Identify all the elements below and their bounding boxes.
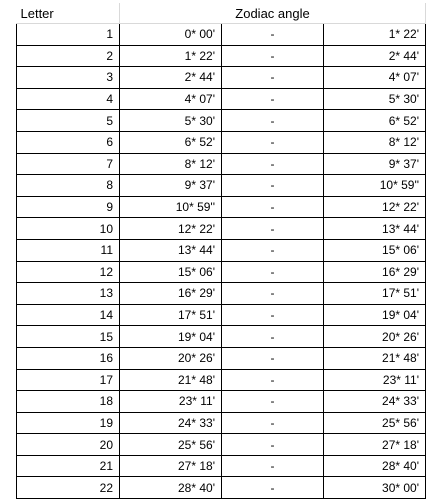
angle-to-cell[interactable]: 2* 44' — [324, 45, 426, 67]
angle-to-cell[interactable]: 19* 04' — [324, 304, 426, 326]
angle-to-cell[interactable]: 20* 26' — [324, 326, 426, 348]
table-row — [17, 261, 426, 283]
table-row — [17, 369, 426, 391]
angle-to-cell[interactable]: 30* 00' — [324, 477, 426, 499]
letter-cell[interactable]: 8 — [17, 175, 120, 197]
table-row — [17, 67, 426, 89]
header-letter[interactable]: Letter — [17, 3, 120, 24]
angle-to-cell[interactable]: 16* 29' — [324, 261, 426, 283]
angle-to-cell[interactable]: 10* 59'' — [324, 175, 426, 197]
angle-from-cell[interactable]: 6* 52' — [120, 131, 222, 153]
header-row — [17, 3, 426, 24]
angle-to-cell[interactable]: 8* 12' — [324, 131, 426, 153]
angle-to-cell[interactable]: 23* 11' — [324, 369, 426, 391]
range-dash-cell[interactable]: - — [222, 131, 324, 153]
table-row — [17, 239, 426, 261]
letter-cell[interactable]: 16 — [17, 347, 120, 369]
letter-cell[interactable]: 11 — [17, 239, 120, 261]
angle-from-cell[interactable]: 4* 07' — [120, 88, 222, 110]
range-dash-cell[interactable]: - — [222, 24, 324, 46]
table-row — [17, 110, 426, 132]
letter-cell[interactable]: 15 — [17, 326, 120, 348]
angle-from-cell[interactable]: 24* 33' — [120, 412, 222, 434]
table-body — [17, 24, 426, 499]
range-dash-cell[interactable]: - — [222, 110, 324, 132]
angle-from-cell[interactable]: 5* 30' — [120, 110, 222, 132]
angle-from-cell[interactable]: 23* 11' — [120, 391, 222, 413]
range-dash-cell[interactable]: - — [222, 477, 324, 499]
range-dash-cell[interactable]: - — [222, 304, 324, 326]
range-dash-cell[interactable]: - — [222, 391, 324, 413]
table-row — [17, 326, 426, 348]
table-row — [17, 153, 426, 175]
letter-cell[interactable]: 17 — [17, 369, 120, 391]
table-row — [17, 283, 426, 305]
table-row — [17, 391, 426, 413]
angle-from-cell[interactable]: 16* 29' — [120, 283, 222, 305]
table-row — [17, 455, 426, 477]
range-dash-cell[interactable]: - — [222, 455, 324, 477]
angle-to-cell[interactable]: 13* 44' — [324, 218, 426, 240]
angle-to-cell[interactable]: 27* 18' — [324, 434, 426, 456]
range-dash-cell[interactable]: - — [222, 347, 324, 369]
table-row — [17, 45, 426, 67]
range-dash-cell[interactable]: - — [222, 261, 324, 283]
table-row — [17, 88, 426, 110]
angle-from-cell[interactable]: 15* 06' — [120, 261, 222, 283]
letter-cell[interactable]: 18 — [17, 391, 120, 413]
range-dash-cell[interactable]: - — [222, 175, 324, 197]
table-row — [17, 196, 426, 218]
angle-from-cell[interactable]: 1* 22' — [120, 45, 222, 67]
letter-cell[interactable]: 22 — [17, 477, 120, 499]
header-zodiac-angle[interactable]: Zodiac angle — [120, 3, 426, 24]
table-row — [17, 434, 426, 456]
letter-cell[interactable]: 12 — [17, 261, 120, 283]
letter-cell[interactable]: 7 — [17, 153, 120, 175]
range-dash-cell[interactable]: - — [222, 369, 324, 391]
angle-to-cell[interactable]: 4* 07' — [324, 67, 426, 89]
letter-cell[interactable]: 14 — [17, 304, 120, 326]
angle-from-cell[interactable]: 10* 59'' — [120, 196, 222, 218]
letter-cell[interactable]: 3 — [17, 67, 120, 89]
angle-from-cell[interactable]: 21* 48' — [120, 369, 222, 391]
letter-cell[interactable]: 19 — [17, 412, 120, 434]
table-row — [17, 477, 426, 499]
angle-from-cell[interactable]: 13* 44' — [120, 239, 222, 261]
angle-from-cell[interactable]: 25* 56' — [120, 434, 222, 456]
angle-to-cell[interactable]: 1* 22' — [324, 24, 426, 46]
table-row — [17, 218, 426, 240]
angle-from-cell[interactable]: 8* 12' — [120, 153, 222, 175]
range-dash-cell[interactable]: - — [222, 45, 324, 67]
angle-to-cell[interactable]: 17* 51' — [324, 283, 426, 305]
angle-to-cell[interactable]: 5* 30' — [324, 88, 426, 110]
range-dash-cell[interactable]: - — [222, 283, 324, 305]
angle-from-cell[interactable]: 20* 26' — [120, 347, 222, 369]
range-dash-cell[interactable]: - — [222, 218, 324, 240]
table-row — [17, 24, 426, 46]
angle-from-cell[interactable]: 9* 37' — [120, 175, 222, 197]
angle-from-cell[interactable]: 2* 44' — [120, 67, 222, 89]
table-row — [17, 175, 426, 197]
table-row — [17, 347, 426, 369]
angle-to-cell[interactable]: 15* 06' — [324, 239, 426, 261]
letter-cell[interactable]: 4 — [17, 88, 120, 110]
letter-cell[interactable]: 5 — [17, 110, 120, 132]
letter-cell[interactable]: 1 — [17, 24, 120, 46]
range-dash-cell[interactable]: - — [222, 196, 324, 218]
angle-from-cell[interactable]: 19* 04' — [120, 326, 222, 348]
table-row — [17, 304, 426, 326]
angle-from-cell[interactable]: 27* 18' — [120, 455, 222, 477]
angle-from-cell[interactable]: 12* 22' — [120, 218, 222, 240]
angle-to-cell[interactable]: 25* 56' — [324, 412, 426, 434]
angle-to-cell[interactable]: 28* 40' — [324, 455, 426, 477]
table-row — [17, 412, 426, 434]
range-dash-cell[interactable]: - — [222, 88, 324, 110]
angle-from-cell[interactable]: 28* 40' — [120, 477, 222, 499]
letter-cell[interactable]: 20 — [17, 434, 120, 456]
range-dash-cell[interactable]: - — [222, 434, 324, 456]
letter-cell[interactable]: 13 — [17, 283, 120, 305]
angle-to-cell[interactable]: 24* 33' — [324, 391, 426, 413]
angle-to-cell[interactable]: 6* 52' — [324, 110, 426, 132]
letter-cell[interactable]: 6 — [17, 131, 120, 153]
letter-cell[interactable]: 10 — [17, 218, 120, 240]
range-dash-cell[interactable]: - — [222, 239, 324, 261]
range-dash-cell[interactable]: - — [222, 326, 324, 348]
angle-to-cell[interactable]: 9* 37' — [324, 153, 426, 175]
zodiac-angle-table — [16, 3, 426, 499]
angle-from-cell[interactable]: 0* 00' — [120, 24, 222, 46]
angle-to-cell[interactable]: 12* 22' — [324, 196, 426, 218]
angle-from-cell[interactable]: 17* 51' — [120, 304, 222, 326]
letter-cell[interactable]: 9 — [17, 196, 120, 218]
letter-cell[interactable]: 21 — [17, 455, 120, 477]
range-dash-cell[interactable]: - — [222, 412, 324, 434]
range-dash-cell[interactable]: - — [222, 153, 324, 175]
table-row — [17, 131, 426, 153]
letter-cell[interactable]: 2 — [17, 45, 120, 67]
angle-to-cell[interactable]: 21* 48' — [324, 347, 426, 369]
range-dash-cell[interactable]: - — [222, 67, 324, 89]
